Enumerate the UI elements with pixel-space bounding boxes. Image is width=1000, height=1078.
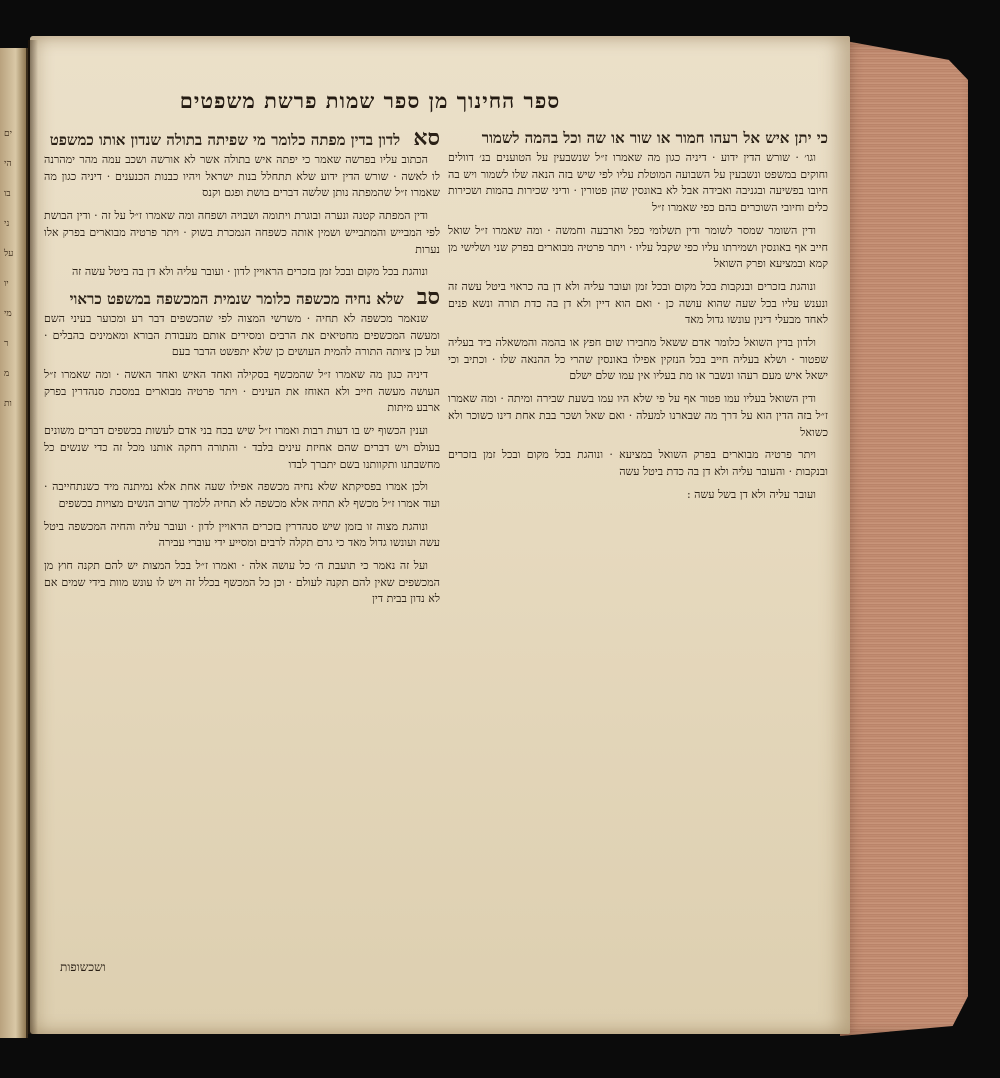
paragraph: ויתר פרטיה מבוארים בפרק השואל במציעא · ונוהגת בכל מקום ובכל זמן בזכרים ובנקבות · והעובר עליה ולא דן בה כדת ביטל עשה xyxy=(448,448,828,478)
catchword: ושכשופות xyxy=(60,960,106,974)
left-column xyxy=(44,124,440,984)
previous-page-glyph: מי xyxy=(4,309,12,319)
paragraph: ולדון בדין השואל כלומר אדם ששאל מחבירו שום חפץ או בהמה והמשאלה ביד בעליה שפטור · ושלא בעליה חייב בכל הנזקין אפילו באונסין שהרי כל ההנאה שלו · וכתיב וכי ישאל איש מעם רעהו ונשבר או מת בעליו אין עמו שלם ישלם xyxy=(448,336,828,383)
commandment-number: סא xyxy=(413,125,440,151)
previous-page-glyph: בו xyxy=(4,189,11,199)
paragraph-closing: ועובר עליה ולא דן בשל עשה : xyxy=(686,487,816,501)
previous-page-glyph: יו xyxy=(4,279,9,289)
paragraph: ודין השואל בעליו עמו פטור אף על פי שלא היו עמו בשעת שבירה ומיתה · ומה שאמרו ז״ל בזה הדין הוא על דרך מה שבארנו למעלה · ואם שאל ושכר בבת אחת דינו כשוכר ולא כשואל xyxy=(448,392,828,439)
commandment-heading-61 xyxy=(44,125,440,151)
paragraph: ונוהגת מצוה זו בזמן שיש סנהדרין בזכרים הראויין לדון · ועובר עליה והחיה המכשפה ביטל עשה ועונשו גדול מאד כי גרם תקלה לרבים ומסייע ידי עוברי עבירה xyxy=(44,519,440,550)
previous-page-glyph: ים xyxy=(4,129,12,139)
commandment-number: סב xyxy=(416,283,440,310)
book-fore-edge xyxy=(840,40,968,1036)
previous-page-edge xyxy=(0,48,28,1038)
paragraph: ועל זה נאמר כי תועבת ה׳ כל עושה אלה · ואמרו ז״ל בכל המצות יש להם תקנה חוץ מן המכשפים שאין להם תקנה לעולם · וכן כל המכשף בכלל זה ויש לו עונש מוות בידי שמים אם לא נדון בבית דין xyxy=(44,559,440,606)
previous-page-glyph: על xyxy=(4,249,14,259)
gutter-shadow xyxy=(28,40,38,1034)
previous-page-glyph: ר xyxy=(4,339,9,349)
previous-page-glyph: ות xyxy=(4,399,12,409)
right-column xyxy=(448,124,828,984)
paragraph: שנאמר מכשפה לא תחיה · משרשי המצוה לפי שהכשפים דבר רע ומכוער בעיני השם ומעשה המכשפים מחטיאים את הרבים ומסירים אותם מעבודת הבורא ומאמינים בהבלים · ועל כן ציותה התורה להמית העושים כן שלא יתפשט הדבר בעם xyxy=(44,311,440,359)
commandment-opening: כי יתן איש אל רעהו חמור או שור או שה וכל בהמה לשמור xyxy=(481,129,828,147)
commandment-title: שלא נחיה מכשפה כלומר שנמית המכשפה במשפט כראוי xyxy=(69,289,404,308)
commandment-heading-62 xyxy=(44,283,440,310)
previous-page-glyph: הי xyxy=(4,159,12,169)
paragraph: ודין השומר שמסר לשומר ודין תשלומי כפל וארבעה וחמשה · ומה שאמרו ז״ל שואל חייב אף באונסין ושמירתו עליו כפי שקבל עליו · ויתר פרטיה מבוארים בפרק שני ושלישי מן קמא ובמציעא ופרק השואל xyxy=(448,223,828,271)
paragraph: ונוהגת בכל מקום ובכל זמן בזכרים הראויין לדון · ועובר עליה ולא דן בה ביטל עשה זה xyxy=(71,265,428,279)
paragraph: ונוהגת בזכרים ובנקבות בכל מקום ובכל זמן ועובר עליה ולא דן בה כראוי ביטל עשה זה ונענש עליו בכל שעה שהוא עושה כן · ואם הוא דיין ולא דן בה כדת תורה ונשא פנים לאחד מבעלי דינין עונשו גדול מאד xyxy=(448,279,828,327)
paragraph: ודין המפתה קטנה ונערה ובוגרת ויתומה ושבויה ושפחה ומה שאמרו ז״ל על זה · ודין הבושת לפי המבייש והמתבייש ושמין אותה כשפחה הנמכרת בשוק · ויתר פרטיה מבוארים בפרק אלו נערות xyxy=(44,209,440,256)
paragraph: וגו׳ · שורש הדין ידוע · דיניה כגון מה שאמרו ז״ל שנשבעין על הטוענים בנ׳ דוולים וחוקים במשפט ונשבעין על השבועה המוטלת עליו לפי שיש בזה הנאה שלו לשמור ויש בה חיובו בפשיעה ובגניבה ואבידה אבל לא באונסין שהן פטורין · ודיני שכירות בהמות ושכירות כלים וחיובי השוכרים בהם כפי שאמרו ז״ל xyxy=(448,151,828,215)
paragraph: הכתוב עליו בפרשה שאמר כי יפתה איש בתולה אשר לא אורשה ושכב עמה מהר ימהרנה לו לאשה · שורש הדין ידוע שלא תתחלל בנות ישראל ויהיו כבנות הכנענים · דיניה כגון מה שאמרו ז״ל שהמפתה נותן שלשה דברים בושת ופגם וקנס xyxy=(44,153,440,200)
previous-page-glyph: ני xyxy=(4,219,10,229)
commandment-title: לדון בדין מפתה כלומר מי שפיתה בתולה שנדון אותו כמשפט xyxy=(49,131,401,149)
paragraph: ולכן אמרו בפסיקתא שלא נחיה מכשפה אפילו שעה אחת אלא נמיתנה מיד כשנתחייבה · ועוד אמרו ז״ל מכשף לא תחיה אלא מכשפה לא תחיה ללמדך שרוב הנשים מצויות בכשפים xyxy=(44,480,440,510)
paragraph: דיניה כגון מה שאמרו ז״ל שהמכשף בסקילה ואחד האיש ואחד האשה · ומה שאמרו ז״ל העושה מעשה חייב ולא האוחז את העינים · ויתר פרטיה מבוארים במסכת סנהדרין בפרק ארבע מיתות xyxy=(44,368,440,415)
running-head: ספר החינוך מן ספר שמות פרשת משפטים xyxy=(179,88,561,113)
previous-page-glyph: מ xyxy=(4,369,10,379)
paragraph: וענין הכשוף יש בו דעות רבות ואמרו ז״ל שיש בכח בני אדם לעשות בכשפים דברים משונים בעולם ויש דברים שהם אחיזת עינים בלבד · והתורה רחקה אותנו מכל זה כדי שנשים כל מחשבתנו ותקוותנו בשם יתברך לבדו xyxy=(44,424,440,471)
